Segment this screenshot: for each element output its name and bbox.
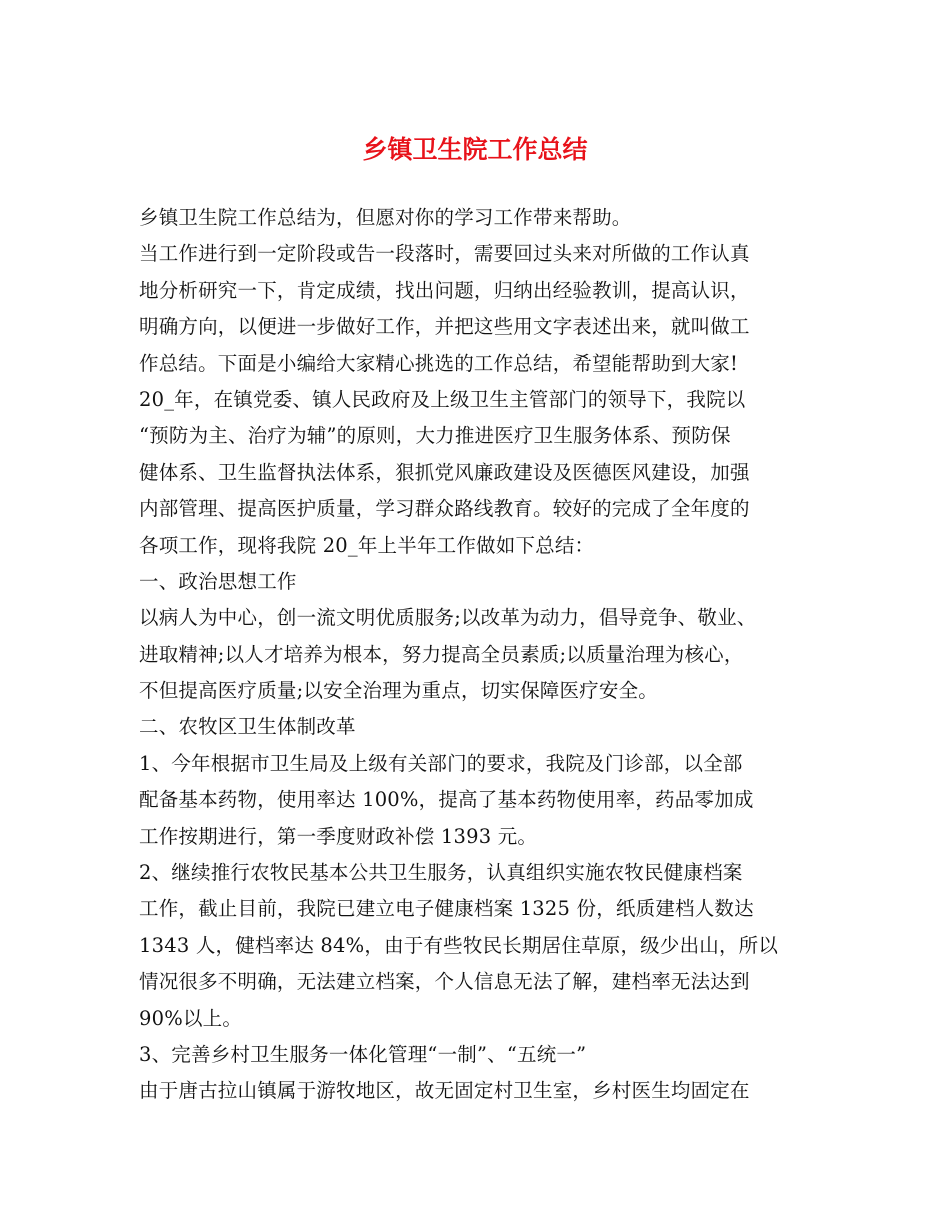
body-line: 20_年，在镇党委、镇人民政府及上级卫生主管部门的领导下，我院以: [139, 387, 746, 411]
body-line: 明确方向，以便进一步做好工作，并把这些用文字表述出来，就叫做工: [139, 315, 750, 339]
body-line: 3、完善乡村卫生服务一体化管理“一制”、“五统一”: [139, 1042, 587, 1066]
body-line: 一、政治思想工作: [139, 569, 297, 593]
body-line: 作总结。下面是小编给大家精心挑选的工作总结，希望能帮助到大家!: [139, 351, 739, 375]
body-line: 1、今年根据市卫生局及上级有关部门的要求，我院及门诊部，以全部: [139, 751, 743, 775]
body-line: 各项工作，现将我院 20_年上半年工作做如下总结：: [139, 533, 595, 557]
body-line: 健体系、卫生监督执法体系，狠抓党风廉政建设及医德医风建设，加强: [139, 460, 750, 484]
body-line: 工作，截止目前，我院已建立电子健康档案 1325 份，纸质建档人数达: [139, 897, 754, 921]
body-line: 90%以上。: [139, 1006, 243, 1030]
body-line: 配备基本药物，使用率达 100%，提高了基本药物使用率，药品零加成: [139, 788, 754, 812]
body-line: 乡镇卫生院工作总结为，但愿对你的学习工作带来帮助。: [139, 206, 632, 229]
body-line: 地分析研究一下，肯定成绩，找出问题，归纳出经验教训，提高认识，: [139, 278, 750, 302]
body-line: 由于唐古拉山镇属于游牧地区，故无固定村卫生室，乡村医生均固定在: [139, 1079, 750, 1103]
body-line: 进取精神;以人才培养为根本，努力提高全员素质;以质量治理为核心，: [139, 642, 744, 666]
body-line: 1343 人，健档率达 84%，由于有些牧民长期居住草原，级少出山，所以: [139, 933, 779, 957]
body-line: 内部管理、提高医护质量，学习群众路线教育。较好的完成了全年度的: [139, 497, 750, 521]
body-line: 当工作进行到一定阶段或告一段落时，需要回过头来对所做的工作认真: [139, 242, 750, 266]
body-line: 2、继续推行农牧民基本公共卫生服务，认真组织实施农牧民健康档案: [139, 861, 743, 885]
body-line: 工作按期进行，第一季度财政补偿 1393 元。: [139, 824, 538, 848]
body-line: “预防为主、治疗为辅”的原则，大力推进医疗卫生服务体系、预防保: [139, 424, 731, 448]
body-line: 二、农牧区卫生体制改革: [139, 715, 356, 739]
document-body: [139, 200, 829, 1110]
body-line: 情况很多不明确，无法建立档案，个人信息无法了解，建档率无法达到: [139, 970, 750, 994]
document-title: 乡镇卫生院工作总结: [362, 135, 588, 164]
body-line: 以病人为中心，创一流文明优质服务;以改革为动力，倡导竞争、敬业、: [139, 606, 757, 630]
body-line: 不但提高医疗质量;以安全治理为重点，切实保障医疗安全。: [139, 679, 658, 703]
